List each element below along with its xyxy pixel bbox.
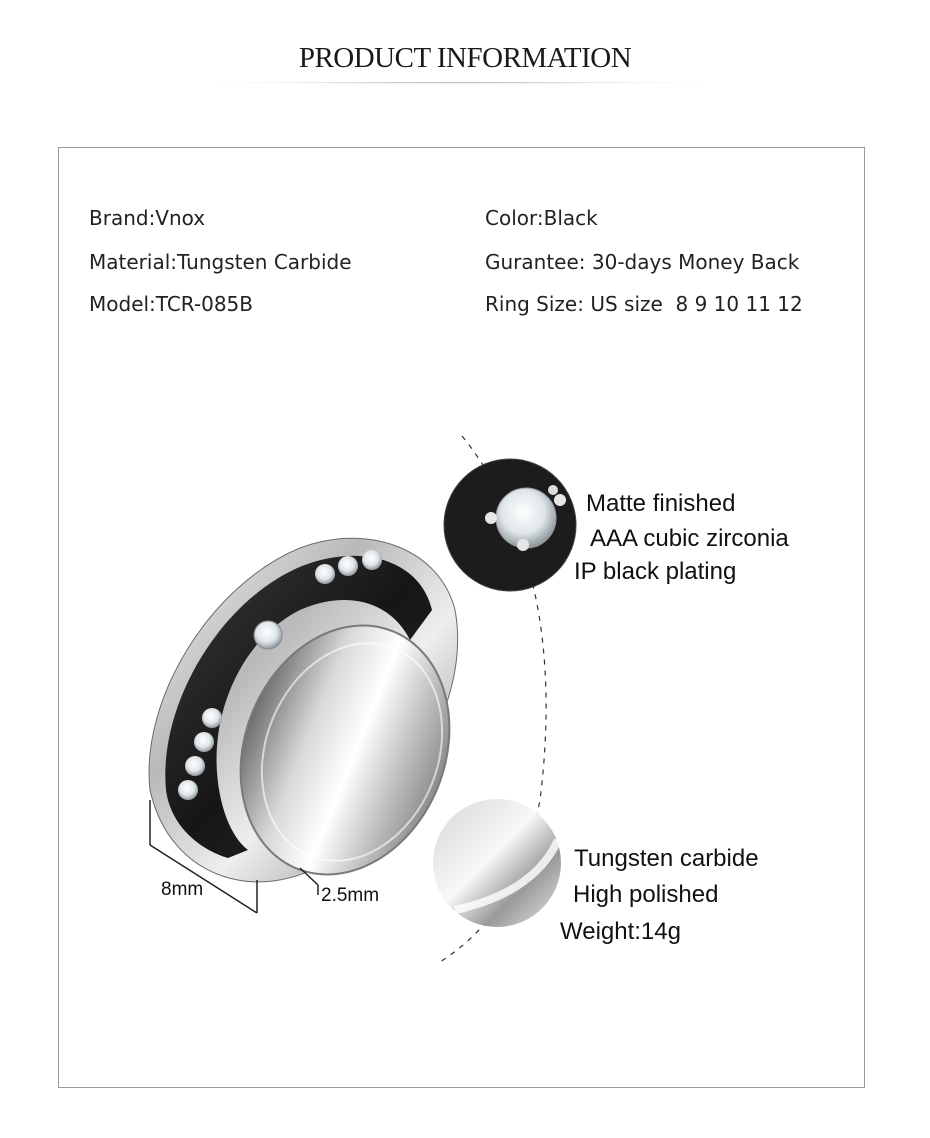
dimension-width-label: 8mm [161, 879, 204, 900]
spec-brand: Brand:Vnox [89, 206, 206, 230]
spec-color: Color:Black [485, 206, 598, 230]
dimension-edge-label: 2.5mm [321, 885, 380, 906]
callout-matte-finished: Matte finished [586, 490, 736, 517]
spec-material: Material:Tungsten Carbide [89, 250, 352, 274]
spec-model: Model:TCR-085B [89, 292, 253, 316]
callout-weight: Weight:14g [560, 918, 681, 945]
callout-high-polished: High polished [573, 881, 719, 908]
callout-ip-black-plating: IP black plating [574, 558, 737, 585]
spec-ring-size: Ring Size: US size 8 9 10 11 12 [485, 292, 803, 316]
spec-guarantee: Gurantee: 30-days Money Back [485, 250, 800, 274]
page-title: PRODUCT INFORMATION [298, 42, 632, 74]
polish-detail-image [433, 799, 561, 927]
callout-tungsten-carbide: Tungsten carbide [574, 845, 759, 872]
stone-detail-image [444, 459, 576, 591]
callout-cubic-zirconia: AAA cubic zirconia [590, 525, 789, 552]
